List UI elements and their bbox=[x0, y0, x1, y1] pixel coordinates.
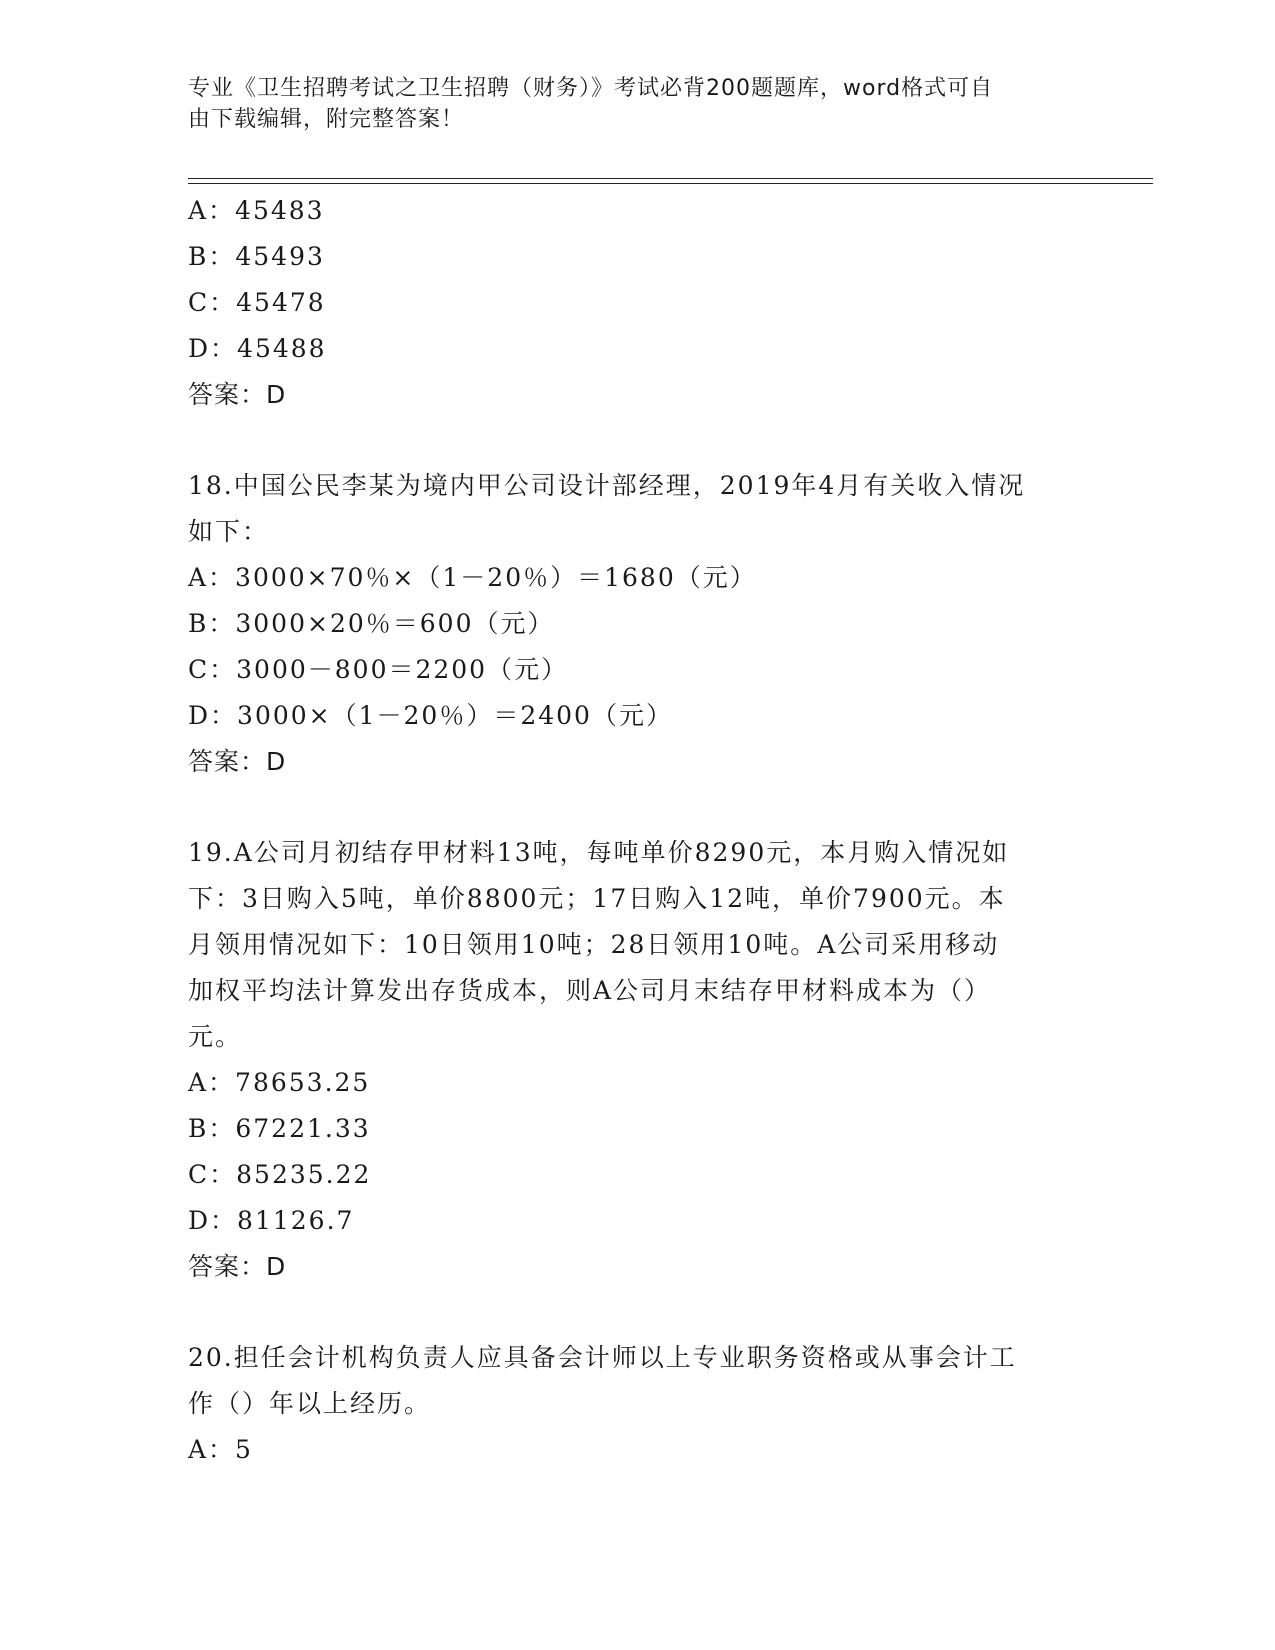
question-stem: 加权平均法计算发出存货成本，则A公司月末结存甲材料成本为（） bbox=[188, 976, 992, 1005]
option-a: A：45483 bbox=[188, 196, 325, 225]
option-b: B：67221.33 bbox=[188, 1114, 371, 1143]
option-d: D：3000×（1－20％）＝2400（元） bbox=[188, 701, 673, 730]
option-a: A：3000×70％×（1－20％）＝1680（元） bbox=[188, 563, 757, 592]
question-body bbox=[188, 188, 1088, 1473]
question-stem: 18.中国公民李某为境内甲公司设计部经理，2019年4月有关收入情况 bbox=[188, 471, 1026, 500]
question-stem: 下：3日购入5吨，单价8800元；17日购入12吨，单价7900元。本 bbox=[188, 884, 1006, 913]
question-stem: 元。 bbox=[188, 1022, 243, 1051]
document-header bbox=[188, 73, 1068, 135]
answer: 答案：D bbox=[188, 747, 287, 776]
question-stem: 如下： bbox=[188, 517, 270, 546]
option-a: A：78653.25 bbox=[188, 1068, 371, 1097]
header-divider-top bbox=[188, 178, 1153, 179]
header-line-2: 由下载编辑，附完整答案！ bbox=[188, 107, 465, 132]
question-stem: 月领用情况如下：10日领用10吨；28日领用10吨。A公司采用移动 bbox=[188, 930, 1000, 959]
question-20 bbox=[188, 1335, 1088, 1473]
option-a: A：5 bbox=[188, 1435, 253, 1464]
question-stem: 20.担任会计机构负责人应具备会计师以上专业职务资格或从事会计工 bbox=[188, 1343, 1017, 1372]
spacer bbox=[188, 785, 1088, 830]
question-17 bbox=[188, 188, 1088, 418]
option-d: D：81126.7 bbox=[188, 1206, 355, 1235]
answer: 答案：D bbox=[188, 1252, 287, 1281]
spacer bbox=[188, 418, 1088, 463]
option-c: C：45478 bbox=[188, 288, 326, 317]
question-stem: 作（）年以上经历。 bbox=[188, 1389, 432, 1418]
header-line-1: 专业《卫生招聘考试之卫生招聘（财务）》考试必背200题题库，word格式可自 bbox=[188, 76, 994, 101]
question-stem: 19.A公司月初结存甲材料13吨，每吨单价8290元，本月购入情况如 bbox=[188, 838, 1010, 867]
option-c: C：85235.22 bbox=[188, 1160, 372, 1189]
spacer bbox=[188, 1290, 1088, 1335]
header-divider-bottom bbox=[188, 183, 1153, 184]
option-c: C：3000－800＝2200（元） bbox=[188, 655, 569, 684]
answer: 答案：D bbox=[188, 380, 287, 409]
option-b: B：45493 bbox=[188, 242, 325, 271]
question-19 bbox=[188, 830, 1088, 1290]
option-d: D：45488 bbox=[188, 334, 327, 363]
option-b: B：3000×20％＝600（元） bbox=[188, 609, 555, 638]
question-18 bbox=[188, 463, 1088, 785]
